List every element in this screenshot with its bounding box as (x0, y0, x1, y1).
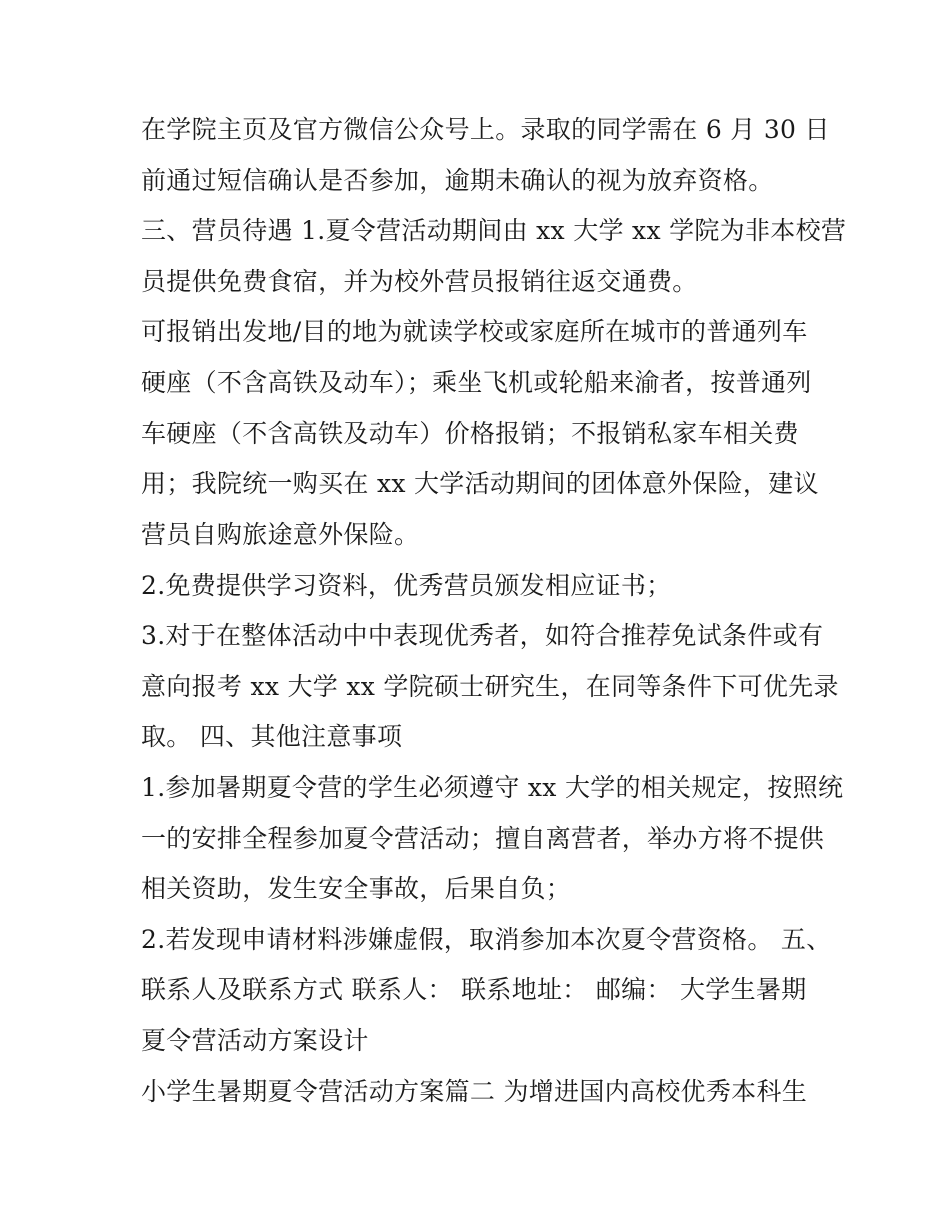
text-line: 2.免费提供学习资料，优秀营员颁发相应证书； (141, 571, 672, 600)
text-line: 用；我院统一购买在 xx 大学活动期间的团体意外保险，建议 (141, 469, 819, 498)
text-line: 小学生暑期夏令营活动方案篇二 为增进国内高校优秀本科生 (141, 1077, 808, 1106)
text-line: 3.对于在整体活动中中表现优秀者，如符合推荐免试条件或有 (141, 621, 824, 650)
text-line: 车硬座（不含高铁及动车）价格报销；不报销私家车相关费 (141, 419, 799, 448)
text-line: 相关资助，发生安全事故，后果自负； (141, 874, 572, 903)
text-line: 联系人及联系方式 联系人： 联系地址： 邮编： 大学生暑期 (141, 975, 807, 1004)
text-line: 在学院主页及官方微信公众号上。录取的同学需在 6 月 30 日 (141, 115, 830, 144)
text-line: 意向报考 xx 大学 xx 学院硕士研究生，在同等条件下可优先录 (141, 672, 839, 701)
text-line: 三、营员待遇 1.夏令营活动期间由 xx 大学 xx 学院为非本校营 (141, 216, 847, 245)
text-line: 营员自购旅途意外保险。 (141, 520, 420, 549)
text-line: 前通过短信确认是否参加，逾期未确认的视为放弃资格。 (141, 166, 774, 195)
text-line: 一的安排全程参加夏令营活动；擅自离营者，举办方将不提供 (141, 824, 825, 853)
text-line: 可报销出发地/目的地为就读学校或家庭所在城市的普通列车 (141, 317, 808, 346)
text-line: 夏令营活动方案设计 (141, 1026, 369, 1055)
text-line: 硬座（不含高铁及动车）；乘坐飞机或轮船来渝者，按普通列 (141, 368, 812, 397)
text-line: 2.若发现申请材料涉嫌虚假，取消参加本次夏令营资格。 五、 (141, 925, 832, 954)
text-line: 1.参加暑期夏令营的学生必须遵守 xx 大学的相关规定，按照统 (141, 773, 844, 802)
text-line: 取。 四、其他注意事项 (141, 722, 403, 751)
text-line: 员提供免费食宿，并为校外营员报销往返交通费。 (141, 267, 698, 296)
